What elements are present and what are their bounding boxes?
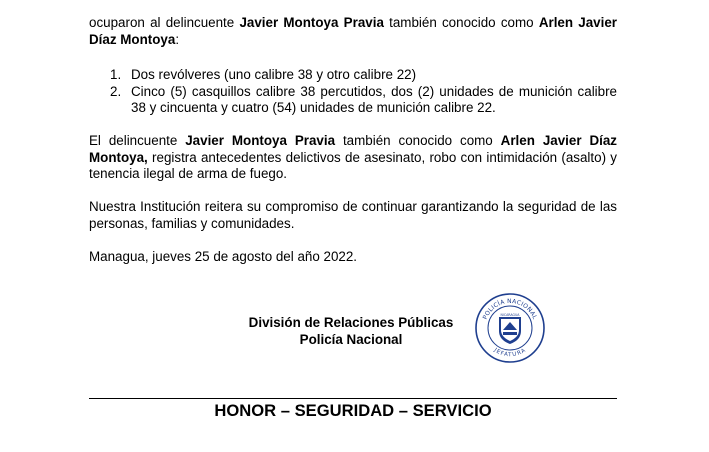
dateline: Managua, jueves 25 de agosto del año 2022.: [89, 249, 358, 264]
list-item-text: Dos revólveres (uno calibre 38 y otro calibre 22): [131, 67, 417, 82]
motto: HONOR – SEGURIDAD – SERVICIO: [214, 401, 492, 420]
record-text: también conocido como: [335, 133, 501, 148]
intro-text: también conocido como: [383, 15, 539, 30]
footer-divider: [89, 398, 617, 399]
signature-block: [231, 315, 471, 348]
intro-text: :: [175, 31, 180, 47]
suspect-alias: Arlen Javier Díaz Montoya,: [89, 133, 617, 165]
seized-items-list: [89, 67, 617, 117]
suspect-name: Javier Montoya Pravia: [185, 133, 336, 148]
intro-paragraph: [89, 15, 617, 48]
list-number: 2.: [110, 83, 122, 99]
suspect-alias: Arlen Javier Díaz Montoya: [89, 15, 617, 47]
seal-bottom-text: JEFATURA: [492, 347, 528, 359]
intro-text: ocuparon al delincuente: [89, 15, 240, 30]
signature-division: División de Relaciones Públicas: [248, 315, 454, 330]
list-item: [89, 84, 617, 117]
list-item-text: Cinco (5) casquillos calibre 38 percutidos, dos (2) unidades de munición calibre 38 y cincuenta y cuatro (54) unidades de munición calibre 22.: [131, 83, 617, 116]
list-item: [89, 67, 617, 84]
commitment-paragraph: Nuestra Institución reitera su compromiso de continuar garantizando la seguridad de las personas, familias y comunidades.: [89, 199, 617, 231]
signature-institution: Policía Nacional: [299, 331, 403, 347]
suspect-name: Javier Montoya Pravia: [239, 15, 384, 30]
police-seal-icon: [474, 292, 546, 364]
record-text: El delincuente: [89, 133, 186, 148]
record-paragraph: [89, 133, 617, 183]
record-text: registra antecedentes delictivos de asesinato, robo con intimidación (asalto) y tenencia ilegal de arma de fuego.: [89, 149, 617, 182]
list-number: 1.: [110, 67, 122, 82]
seal-top-text: POLICÍA NACIONAL: [481, 297, 539, 321]
seal-inner-text: NICARAGUA: [500, 313, 520, 317]
